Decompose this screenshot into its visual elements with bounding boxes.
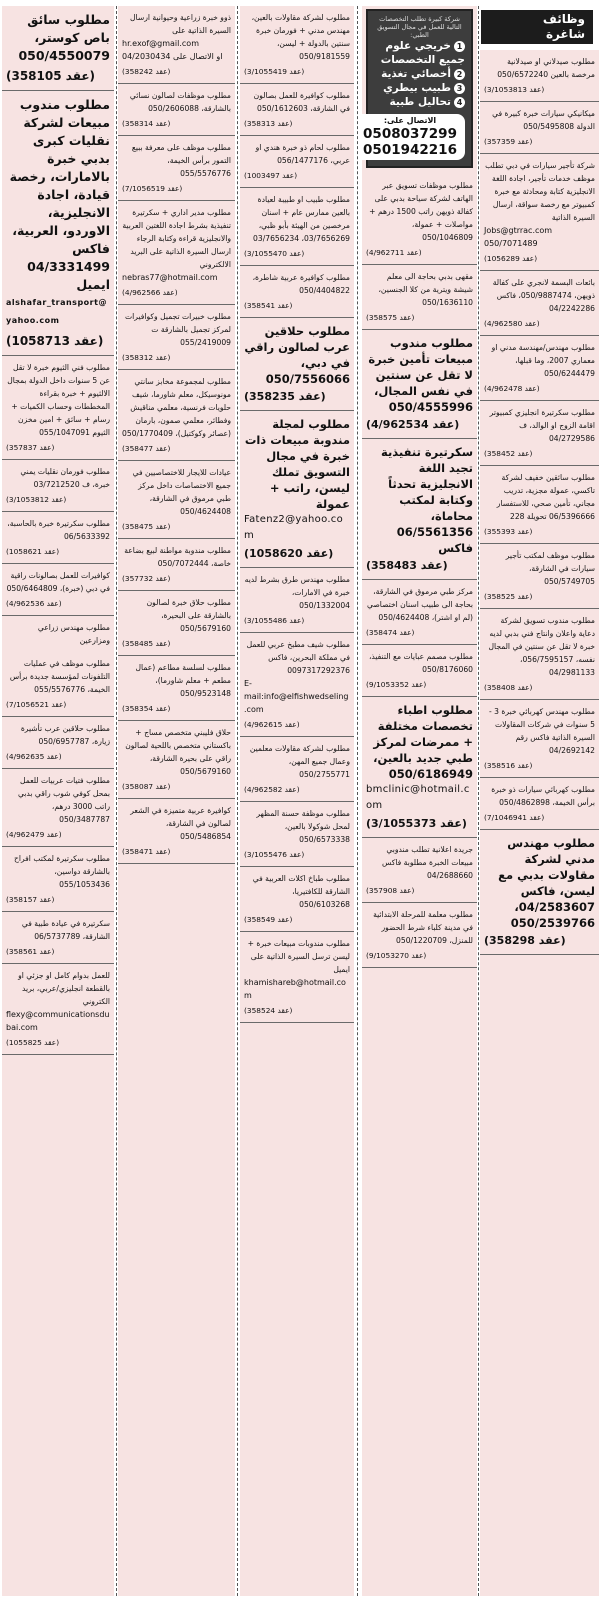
ad-text: عيادات للايجار للاختصاصيين في جميع الاختصاصات داخل مركز طبي مرموق في الشارقة، 050/4624408	[132, 468, 231, 516]
classified-ad	[2, 964, 114, 1055]
ad-text: مطلوب مندوب تسويق لشركة دعاية واعلان وانتاج فني بدبي لديه خبرة لا تقل عن سنتين في المجال نفسه، 056/7595157، 04/2981133	[488, 616, 595, 677]
section-header	[480, 6, 599, 50]
ad-reference: (عقد 4/962615)	[244, 720, 300, 729]
classified-ad	[480, 102, 599, 154]
column-3	[240, 6, 354, 1596]
ad-reference: (عقد 358312)	[122, 353, 171, 362]
classified-ad	[118, 6, 235, 84]
classified-ad	[480, 50, 599, 102]
classified-ad	[240, 6, 354, 84]
ad-text: مطلوب حلاقين عرب لصالون راقي في دبي، 050/7556066	[244, 324, 350, 386]
promo-contact: الاتصال على: 0508037299 0501942216	[362, 114, 465, 160]
classified-ad	[118, 799, 235, 864]
ad-text: حلاق فليبني متخصص مساج + باكستاني متخصص باللحية لصالون راقي على بحيرة الشارقة، 050/5679160	[125, 728, 231, 776]
ad-reference: (عقد 358471)	[122, 847, 171, 856]
ad-reference: (عقد 358408)	[484, 683, 533, 692]
ad-reference: (عقد 358525)	[484, 592, 533, 601]
ad-text: مطلوب موظفة حسنة المظهر لمحل شوكولا بالعين، 050/6573338	[256, 809, 350, 844]
ad-text: مطلوب مدير اداري + سكرتيرة تنفيذية بشرط اجادة اللغتين العربية والانجليزية قراءة وكتابة الرجاء ارسال السيرة الذاتية على البريد الالكتروني	[122, 208, 231, 269]
ad-text: مطلوب شيف مطبخ عربي للعمل في مملكة البحرين، فاكس 0097317292376	[246, 640, 350, 675]
ad-reference: (عقد 3/1055486)	[244, 616, 305, 625]
classified-ad	[118, 591, 235, 656]
ad-reference: (عقد 358452)	[484, 449, 533, 458]
ad-text: مطلوب كهربائي سيارات ذو خبرة برأس الخيمة، 050/4862898	[491, 785, 595, 807]
ad-text: مطلوب لمجلة مندوبة مبيعات ذات خبرة في مجال التسويق تملك ليسن، راتب + عمولة	[244, 417, 350, 511]
ad-reference: (عقد 4/962534)	[366, 418, 460, 431]
classified-ad	[2, 616, 114, 652]
classified-ad	[362, 174, 477, 265]
classified-ad	[118, 539, 235, 591]
ad-email-link[interactable]: Jobs@gtrrac.com	[484, 226, 553, 235]
classified-ad	[2, 6, 114, 91]
promo-line-number: 4	[454, 97, 465, 108]
classified-ad	[480, 154, 599, 271]
ad-text: مطلوب سكرتيرة انجليزي كمبيوتر اقامة الزوج او الوالد، ف 04/2729586	[489, 408, 595, 443]
classified-ad	[362, 330, 477, 439]
ad-email-link[interactable]: khamishareb@hotmail.com	[244, 978, 346, 1000]
ad-text: سكرتيرة تنفيذية تجيد اللغة الانجليزية تحدثاً وكتابة لمكتب محاماة، 06/5561356 فاكس	[380, 445, 473, 555]
ad-reference: (عقد 1003497)	[244, 171, 298, 180]
ad-reference: (عقد 358475)	[122, 522, 171, 531]
classified-ad	[118, 136, 235, 201]
ad-text: مطلوب مصمم عبايات مع التنفيذ، 050/8176060	[368, 652, 473, 674]
classified-ad	[118, 370, 235, 461]
ad-email-link[interactable]: E-mail:info@elfishwedseling.com	[244, 679, 349, 714]
ad-reference: (عقد 1058713)	[6, 334, 104, 348]
ad-reference: (عقد 4/962479)	[6, 830, 62, 839]
classified-ad	[240, 136, 354, 188]
classified-ad	[2, 769, 114, 847]
ad-text: مقهى بدبي بحاجة الى معلم شيشة ويترية من كلا الجنسين، 050/1636110	[378, 272, 473, 307]
classified-ad	[2, 91, 114, 356]
ad-reference: (عقد 1056289)	[484, 254, 538, 263]
ad-text: سكرتيرة في عيادة طبية في الشارقة، 06/5737789	[21, 919, 110, 941]
ad-text: مطلوب حلاقين عرب تأشيرة زيارة، 050/6957787	[20, 724, 110, 746]
ad-reference: (عقد 7/1056521)	[6, 700, 67, 709]
ad-text: مطلوب مهندس/مهندسة مدني او معماري 2007، وما قبلها، 050/6244479	[491, 343, 595, 378]
promo-line	[374, 95, 465, 109]
column-1	[480, 6, 599, 1596]
ad-text: كوافيرات للعمل بصالونات راقية في دبي (خبرة)، 050/6464809	[6, 571, 110, 593]
ad-text: مطلوب طباخ اكلات العربية في الشارقة للكافتيريا، 050/6103268	[252, 874, 350, 909]
classified-ad	[480, 778, 599, 830]
classified-ad	[2, 460, 114, 512]
ad-text: للعمل بدوام كامل او جزئي او بالقطعة انجليزي/عربي، بريد الكتروني	[18, 971, 110, 1006]
classified-ad	[118, 721, 235, 799]
ad-reference: (عقد 358561)	[6, 947, 55, 956]
ad-reference: (عقد 4/962566)	[122, 288, 178, 297]
ad-reference: (عقد 1058620)	[244, 547, 334, 560]
classified-ad	[2, 717, 114, 769]
promo-line-text: طبيب بيطري	[383, 82, 451, 94]
classified-ad	[118, 84, 235, 136]
ad-reference: (عقد 1055825)	[6, 1038, 60, 1047]
ad-reference: (عقد 357732)	[122, 574, 171, 583]
ad-text: شركة تأجير سيارات في دبي تطلب موظف خدمات تأجير، اجادة اللغة الانجليزية كتابة ومحادثة مع خبرة كمبيوتر مع رخصة سواقة، ارسال السيرة الذاتية	[485, 161, 595, 222]
classified-ad	[362, 903, 477, 968]
ad-text: مطلوب مهندس كهربائي خبرة 3 - 5 سنوات في شركات المقاولات السيرة الذاتية فاكس رقم 04/2692142	[489, 707, 595, 755]
ad-text: مطلوب مندوب مبيعات تأمين خبرة لا تقل عن سنتين في نفس المجال، 050/4555996	[368, 336, 473, 414]
ad-text: كوافيرة عربية متميزة في الشعر لصالون في الشارقة، 050/5486854	[130, 806, 231, 841]
ad-text: مطلوب سكرتيرة خبرة بالحاسبة، 06/5633392	[7, 519, 110, 541]
classified-ad	[2, 847, 114, 912]
classified-ad	[362, 838, 477, 903]
ad-text: مطلوب لمجموعة مخابز سانتي مونوسيكل، معلم شاورما، شيف حلويات فرنسية، معلمي مناقيش وفطائر، معلمي صمون، بارمان (عصائر وكوكتيل)، 050/1770409	[122, 377, 231, 438]
ad-reference: (عقد 4/962536)	[6, 599, 62, 608]
promo-phone-1[interactable]: 0508037299	[363, 126, 457, 142]
ad-text: مطلوب مندوب مبيعات لشركة نقليات كبرى بدبي خبرة بالامارات، رخصة قيادة، اجادة الانجليزية، الاوردو، العربية، فاكس 04/3331499 ايميل	[9, 97, 110, 292]
classified-ad	[362, 265, 477, 330]
classified-ad	[480, 609, 599, 700]
ad-reference: (عقد 355393)	[484, 527, 533, 536]
ad-text: مطلوب مهندس مدني لشركة مقاولات بدبي مع ليسن، فاكس 04/2583607، 050/2539766	[498, 836, 595, 930]
ad-reference: (عقد 358516)	[484, 761, 533, 770]
classified-ad	[240, 932, 354, 1023]
ad-text: مطلوب كوافيرة للعمل بصالون في الشارقة، 050/1612603	[253, 91, 350, 113]
ad-text: جريدة اعلانية تطلب مندوبي مبيعات الخبرة مطلوبة فاكس 04/2688660	[382, 845, 473, 880]
ad-reference: (عقد 358485)	[122, 639, 171, 648]
classified-ad	[480, 466, 599, 544]
ad-reference: (عقد 358474)	[366, 628, 415, 637]
ad-phone: 050/7071489	[484, 239, 538, 248]
ad-reference: (عقد 7/1046941)	[484, 813, 545, 822]
ad-text: مطلوب سائق باص كوستر، 050/4550079	[18, 12, 110, 63]
classified-ad	[2, 652, 114, 717]
ad-reference: (عقد 4/962582)	[244, 785, 300, 794]
ad-reference: (عقد 4/962580)	[484, 319, 540, 328]
ad-text: مطلوب موظف في عمليات التلفونات لمؤسسة جديدة برأس الخيمة، 055/5576776	[9, 659, 110, 694]
ad-email-link[interactable]: flexy@communicationsdubai.com	[6, 1010, 110, 1032]
ad-reference: (عقد 358549)	[244, 915, 293, 924]
ad-text: ميكانيكي سيارات خبرة كبيرة في الدولة 050/5495808	[492, 109, 595, 131]
classified-ad	[240, 568, 354, 633]
classified-ad	[240, 633, 354, 737]
ad-text: مطلوب مهندس طرق بشرط لديه خبرة في الامارات، 050/1332004	[244, 575, 350, 610]
promo-line-text: تحاليل طبية	[389, 96, 451, 108]
column-2	[362, 6, 477, 1596]
ad-reference: (عقد 358298)	[484, 934, 566, 947]
classified-ad	[240, 411, 354, 568]
classified-ad	[118, 305, 235, 370]
ad-text: مطلوب فورمان نقليات يمني خبرة، ف 03/7212520	[20, 467, 110, 489]
ad-text: مطلوب مندوبات مبيعات خبرة + ليسن ترسل السيرة الذاتية على ايميل	[247, 939, 350, 974]
ad-reference: (عقد 358105)	[6, 69, 96, 83]
ad-text: مطلوب اطباء تخصصات مختلفة + ممرضات لمركز طبي جديد بالعين، 050/6186949	[373, 703, 473, 781]
ad-reference: (عقد 358235)	[244, 390, 326, 403]
classified-ad	[240, 266, 354, 318]
ad-reference: (عقد 357908)	[366, 886, 415, 895]
classified-ad	[118, 461, 235, 539]
ad-reference: (عقد 357837)	[6, 443, 55, 452]
classified-ad	[480, 401, 599, 466]
ad-text: مطلوب خبيرات تجميل وكوافيرات لمركز تجميل بالشارقة ت 055/2419009	[125, 312, 231, 347]
classified-ad	[240, 84, 354, 136]
promo-box: شركة كبيرة تطلب التخصصات التالية للعمل في مجال التسويق الطبي: 1خريجي علوم جميع التخصصات 2أخصائي تغذية 3طبيب بيطري 4تحاليل طبية الاتصال على: 0508037299 0501942216	[366, 9, 473, 168]
ad-text: مطلوب مندوبة مواطنة لبيع بضاعة خاصة، 050/7072444	[124, 546, 231, 568]
classified-ad	[362, 645, 477, 697]
ad-text: ذوو خبرة زراعية وحيوانية ارسال السيرة الذاتية على	[130, 13, 231, 35]
ad-reference: (عقد 358524)	[244, 1006, 293, 1015]
ad-text: مطلوب سكرتيرة لمكتب افراح بالشارقة دواسين، 055/1053436	[13, 854, 110, 889]
ad-reference: (عقد 358483)	[366, 559, 448, 572]
ad-reference: (عقد 9/1053352)	[366, 680, 427, 689]
classified-ad	[240, 867, 354, 932]
ad-text: مطلوب فني الثيوم خبرة لا تقل عن 5 سنوات داخل الدولة بمجال الالثيوم + خبرة بقراءة المخططات وحساب الكميات + رسام + سائق + امين مخزن الثيوم 055/1047091	[7, 363, 110, 437]
promo-line-text: خريجي علوم جميع التخصصات	[380, 40, 465, 66]
ad-reference: (عقد 4/962635)	[6, 752, 62, 761]
promo-line-number: 2	[454, 69, 465, 80]
ad-text: مطلوب سائقين خفيف لشركة تاكسي، عمولة مجزية، تدريب مجاني، تأمين صحي، للاستفسار 06/5396666 تحويلة 228	[496, 473, 595, 521]
ad-text: مطلوب صيدلاني او صيدلانية مرخصة بالعين 050/6572240	[497, 57, 595, 79]
ad-text: مركز طبي مرموق في الشارقة، بحاجة الى طبيب اسنان اختصاصي (لم او اشتر)، 050/4624408	[366, 587, 473, 622]
classified-ad	[2, 356, 114, 460]
classified-ad	[2, 912, 114, 964]
ad-text: مطلوب فتيات عربيات للعمل بمحل كوفي شوب راقي بدبي راتب 3000 درهم، 050/3487787	[17, 776, 110, 824]
ad-phone: او الاتصال على 04/2030434	[122, 52, 223, 61]
ad-text: مطلوب لسلسة مطاعم (عمال مطعم + معلم شاورما)، 050/9523148	[135, 663, 231, 698]
ad-reference: (عقد 358575)	[366, 313, 415, 322]
ad-reference: (عقد 3/1053813)	[484, 85, 545, 94]
classified-ad	[480, 544, 599, 609]
ad-reference: (عقد 358541)	[244, 301, 293, 310]
classified-ad	[480, 830, 599, 955]
ad-reference: (عقد 1058621)	[6, 547, 60, 556]
ad-text: مطلوب لحام ذو خبرة هندي او عربي، 056/1477176	[255, 143, 350, 165]
classified-ad	[480, 271, 599, 336]
ad-text: مطلوب حلاق خبرة لصالون بالشارقة على البحيرة، 050/5679160	[146, 598, 231, 633]
ad-reference: (عقد 358314)	[122, 119, 171, 128]
ad-text: مطلوب معلمة للمرحلة الابتدائية في مدينة كلباء شرط الحضور للمنزل، 050/1220709	[373, 910, 473, 945]
classified-ad	[118, 656, 235, 721]
ad-text: مطلوب طبيب او طبيبة لعيادة بالعين ممارس عام + اسنان مرخصين من الهيئة بأبو ظبي، 03/7656269، 03/7656234	[253, 195, 350, 243]
ad-text: مطلوب كوافيرة عربية شاطرة، 050/4404822	[252, 273, 350, 295]
ad-reference: (عقد 3/1055373)	[366, 817, 467, 830]
ad-reference: (عقد 3/1055476)	[244, 850, 305, 859]
ad-reference: (عقد 4/962711)	[366, 248, 422, 257]
column-4	[118, 6, 235, 1596]
promo-line	[374, 67, 465, 81]
ad-reference: (عقد 4/962478)	[484, 384, 540, 393]
promo-line-number: 3	[454, 83, 465, 94]
ad-reference: (عقد 7/1056519)	[122, 184, 183, 193]
ad-email-link[interactable]: nebras77@hotmail.com	[122, 273, 218, 282]
ad-text: مطلوب موظف لمكتب تأجير سيارات في الشارقة، 050/5749705	[505, 551, 595, 586]
ad-text: مطلوب موظف على معرفة ببيع التمور برأس الخيمة، 055/5576776	[131, 143, 231, 178]
section-title: وظائف شاغرة	[481, 10, 593, 44]
classified-ad	[480, 700, 599, 778]
classified-ad	[240, 802, 354, 867]
promo-line-number: 1	[454, 41, 465, 52]
classified-ad	[240, 737, 354, 802]
ad-reference: (عقد 3/1053812)	[6, 495, 67, 504]
classified-ad	[362, 580, 477, 645]
ad-reference: (عقد 358087)	[122, 782, 171, 791]
classified-ad	[2, 564, 114, 616]
classified-ad	[362, 439, 477, 580]
column-5	[2, 6, 114, 1596]
ad-email-link[interactable]: alshafar_transport@yahoo.com	[6, 298, 107, 325]
ad-text: بائعات البسمة لانجري على كفالة ذويهن، 050/9887474، فاكس 04/2242286	[492, 278, 595, 313]
ad-reference: (عقد 357359)	[484, 137, 533, 146]
classified-ad	[240, 188, 354, 266]
ad-text: مطلوب لشركة مقاولات بالعين، مهندس مدني + فورمان خبرة سنتين بالدولة + ليسن، 050/9181559	[251, 13, 350, 61]
ad-reference: (عقد 358477)	[122, 444, 171, 453]
promo-line	[374, 81, 465, 95]
ad-text: مطلوب موظفات تسويق عبر الهاتف لشركة سياحة بدبي على كفالة ذويهن راتب 1500 درهم + مواصلات + عمولة، 050/1046809	[369, 181, 473, 242]
ad-email-link[interactable]: Fatenz2@yahoo.com	[244, 514, 344, 541]
classified-ad	[2, 512, 114, 564]
ad-reference: (عقد 358313)	[244, 119, 293, 128]
ad-reference: (عقد 3/1055419)	[244, 67, 305, 76]
promo-line	[374, 39, 465, 67]
ad-reference: (عقد 9/1053270)	[366, 951, 427, 960]
ad-reference: (عقد 358157)	[6, 895, 55, 904]
ad-reference: (عقد 358354)	[122, 704, 171, 713]
ad-email-link[interactable]: hr.exof@gmail.com	[122, 39, 199, 48]
classified-ad	[362, 697, 477, 838]
ad-email-link[interactable]: bmclinic@hotmail.com	[366, 784, 470, 811]
ad-reference: (عقد 3/1055470)	[244, 249, 305, 258]
ad-text: مطلوب لشركة مقاولات معلمين وعمال جميع المهن، 050/2755771	[249, 744, 350, 779]
classified-ad	[118, 201, 235, 305]
ad-text: مطلوب موظفات لصالون نسائي بالشارقة، 050/2606088	[129, 91, 231, 113]
promo-phone-2[interactable]: 0501942216	[363, 142, 457, 158]
ad-text: مطلوب مهندس زراعي ومزارعين	[37, 623, 110, 645]
ad-reference: (عقد 358242)	[122, 67, 171, 76]
classified-ad	[240, 318, 354, 411]
classified-ad	[480, 336, 599, 401]
promo-line-text: أخصائي تغذية	[381, 68, 451, 80]
